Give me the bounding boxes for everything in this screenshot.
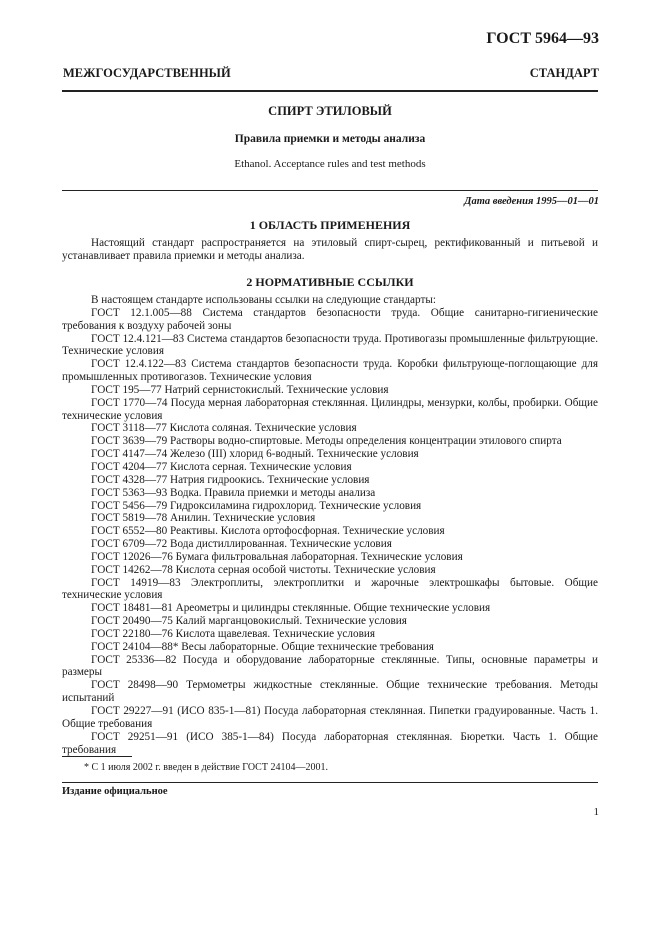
reference-item: ГОСТ 20490—75 Калий марганцовокислый. Технические условия — [91, 615, 407, 628]
reference-item: ГОСТ 25336—82 Посуда и оборудование лабораторные стеклянные. Типы, основные параметры и размеры — [62, 653, 598, 679]
reference-item: ГОСТ 29251—91 (ИСО 385-1—84) Посуда лабораторная стеклянная. Бюретки. Часть 1. Общие требования — [62, 730, 598, 756]
references-intro: В настоящем стандарте использованы ссылки на следующие стандарты: — [91, 294, 436, 306]
document-title: СПИРТ ЭТИЛОВЫЙ — [268, 104, 392, 118]
reference-item: ГОСТ 195—77 Натрий сернистокислый. Технические условия — [91, 383, 389, 396]
document-subtitle: Правила приемки и методы анализа — [234, 133, 426, 145]
reference-item: ГОСТ 18481—81 Ареометры и цилиндры стеклянные. Общие технические условия — [91, 602, 491, 615]
reference-item: ГОСТ 6709—72 Вода дистиллированная. Технические условия — [91, 538, 392, 551]
reference-item: ГОСТ 5363—93 Водка. Правила приемки и методы анализа — [91, 486, 376, 499]
reference-item: ГОСТ 1770—74 Посуда мерная лабораторная стеклянная. Цилиндры, мензурки, колбы, пробирки. Общие технические условия — [62, 396, 598, 422]
reference-item: ГОСТ 5456—79 Гидроксиламина гидрохлорид. Технические условия — [91, 499, 422, 512]
reference-item: ГОСТ 24104—88* Весы лабораторные. Общие технические требования — [91, 640, 434, 653]
reference-item: ГОСТ 14919—83 Электроплиты, электроплитки и жарочные электрошкафы бытовые. Общие технические условия — [62, 576, 598, 602]
edition-rule — [62, 782, 598, 783]
page-number: 1 — [593, 806, 599, 818]
reference-item: ГОСТ 22180—76 Кислота щавелевая. Технические условия — [91, 627, 375, 640]
reference-item: ГОСТ 29227—91 (ИСО 835-1—81) Посуда лабораторная стеклянная. Пипетки градуированные. Часть 1. Общие требования — [62, 705, 598, 730]
section-heading-scope: 1 ОБЛАСТЬ ПРИМЕНЕНИЯ — [249, 218, 411, 232]
section-scope-body — [62, 237, 598, 263]
footnote-rule — [62, 756, 132, 757]
banner-word: МЕЖГОСУДАРСТВЕННЫЙ — [63, 66, 231, 80]
reference-item: ГОСТ 12.4.122—83 Система стандартов безопасности труда. Коробки фильтрующе-поглощающие для промышленных противогазов. Технические условия — [62, 358, 598, 384]
reference-item: ГОСТ 4328—77 Натрия гидроокись. Технические условия — [91, 473, 370, 486]
introduction-date: Дата введения 1995—01—01 — [464, 196, 599, 207]
english-title: Ethanol. Acceptance rules and test methods — [234, 158, 426, 170]
reference-item: ГОСТ 12026—76 Бумага фильтровальная лабораторная. Технические условия — [91, 550, 463, 563]
title-rule — [62, 190, 598, 191]
banner-word: СТАНДАРТ — [529, 66, 599, 80]
standard-code: ГОСТ 5964—93 — [486, 30, 599, 47]
reference-item: ГОСТ 28498—90 Термометры жидкостные стеклянные. Общие технические требования. Методы испытаний — [62, 679, 598, 705]
reference-item: ГОСТ 3639—79 Растворы водно-спиртовые. Методы определения концентрации этилового спирта — [91, 435, 562, 448]
standard-type-banner — [63, 66, 599, 81]
reference-item: ГОСТ 4204—77 Кислота серная. Технические условия — [91, 460, 352, 473]
edition-label: Издание официальное — [62, 786, 168, 797]
footnote: * С 1 июля 2002 г. введен в действие ГОСТ 24104—2001. — [84, 762, 328, 773]
reference-item: ГОСТ 3118—77 Кислота соляная. Технические условия — [91, 422, 357, 435]
header-rule — [62, 90, 598, 92]
reference-item: ГОСТ 4147—74 Железо (III) хлорид 6-водный. Технические условия — [91, 448, 419, 461]
reference-item: ГОСТ 5819—78 Анилин. Технические условия — [91, 512, 316, 525]
section-heading-references: 2 НОРМАТИВНЫЕ ССЫЛКИ — [246, 275, 414, 289]
reference-item: ГОСТ 6552—80 Реактивы. Кислота ортофосфорная. Технические условия — [91, 525, 445, 538]
references-list — [62, 294, 598, 756]
reference-item: ГОСТ 12.4.121—83 Система стандартов безопасности труда. Противогазы промышленные фильтрующие. Технические условия — [62, 332, 598, 358]
reference-item: ГОСТ 14262—78 Кислота серная особой чистоты. Технические условия — [91, 563, 436, 576]
paragraph: Настоящий стандарт распространяется на этиловый спирт-сырец, ректификованный и питьевой и устанавливает правила приемки и методы анализа. — [62, 237, 598, 262]
reference-item: ГОСТ 12.1.005—88 Система стандартов безопасности труда. Общие санитарно-гигиенические требования к воздуху рабочей зоны — [62, 306, 598, 332]
